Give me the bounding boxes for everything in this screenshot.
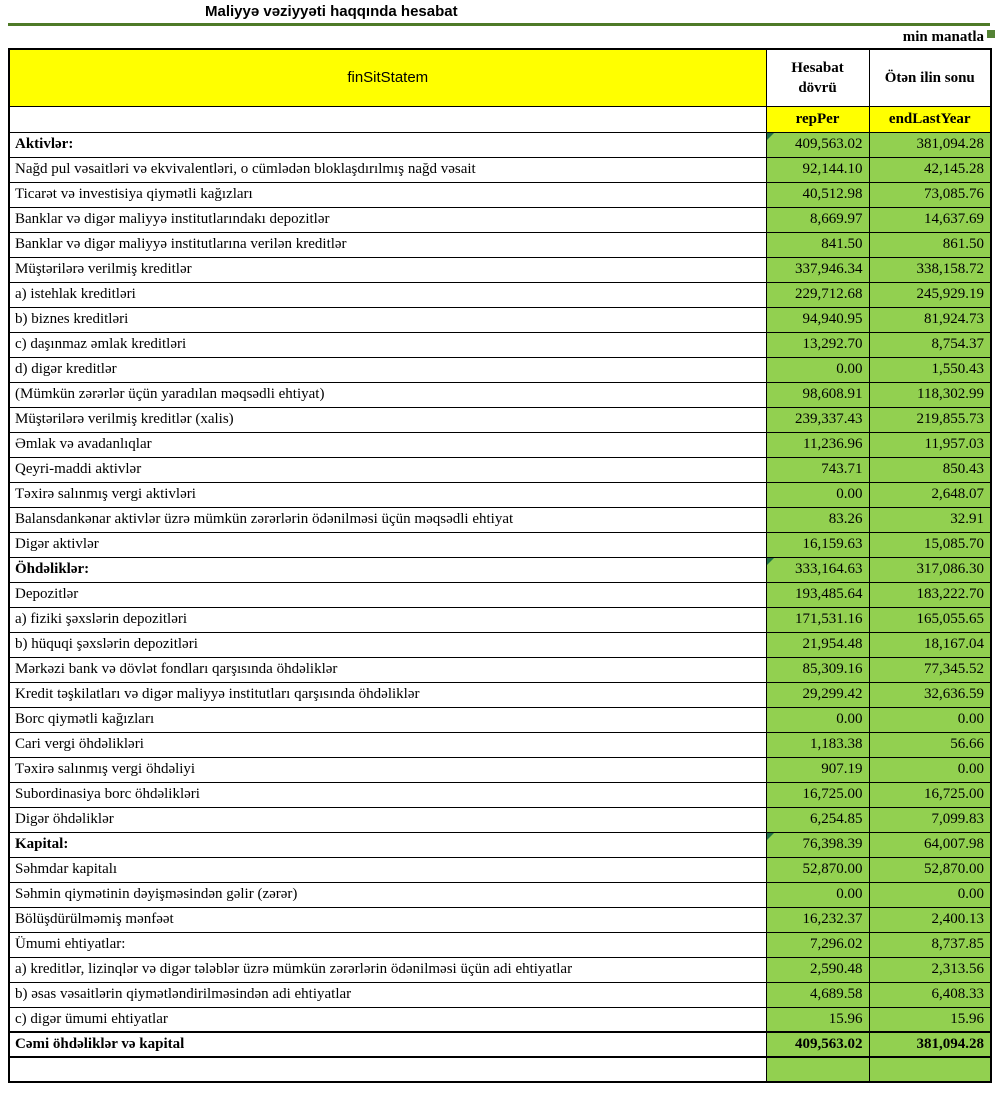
green-marker-square — [987, 30, 995, 38]
row-label-cell[interactable]: Banklar və digər maliyyə institutlarındakı depozitlər — [9, 207, 766, 232]
report-period-value-cell[interactable]: 15.96 — [766, 1007, 869, 1032]
table-row — [9, 182, 991, 207]
header-row-codes — [9, 106, 991, 132]
report-period-value-cell[interactable]: 0.00 — [766, 357, 869, 382]
end-last-year-header-cell[interactable]: Ötən ilin sonu — [869, 49, 991, 106]
table-row — [9, 782, 991, 807]
row-label-cell[interactable]: Mərkəzi bank və dövlət fondları qarşısında öhdəliklər — [9, 657, 766, 682]
title-bar — [8, 0, 990, 26]
report-title: Maliyyə vəziyyəti haqqında hesabat — [205, 3, 458, 20]
end-last-year-value-cell[interactable]: 81,924.73 — [869, 307, 991, 332]
table-row — [9, 907, 991, 932]
table-row — [9, 832, 991, 857]
table-row — [9, 232, 991, 257]
end-last-year-value-cell[interactable]: 18,167.04 — [869, 632, 991, 657]
report-period-value-cell[interactable]: 92,144.10 — [766, 157, 869, 182]
end-last-year-value-cell[interactable]: 338,158.72 — [869, 257, 991, 282]
row-label-cell[interactable]: Öhdəliklər: — [9, 557, 766, 582]
table-row — [9, 757, 991, 782]
end-last-year-value-cell[interactable]: 14,637.69 — [869, 207, 991, 232]
row-label-cell[interactable]: Əmlak və avadanlıqlar — [9, 432, 766, 457]
end-last-year-value-cell[interactable]: 77,345.52 — [869, 657, 991, 682]
report-period-value-cell[interactable]: 83.26 — [766, 507, 869, 532]
end-last-year-value-cell[interactable]: 0.00 — [869, 707, 991, 732]
row-label-cell[interactable]: a) istehlak kreditləri — [9, 282, 766, 307]
table-row — [9, 482, 991, 507]
report-period-value-cell[interactable]: 907.19 — [766, 757, 869, 782]
table-row — [9, 657, 991, 682]
table-row — [9, 457, 991, 482]
row-label-cell[interactable]: Balansdankənar aktivlər üzrə mümkün zərərlərin ödənilməsi üçün məqsədli ehtiyat — [9, 507, 766, 532]
end-last-year-value-cell[interactable]: 56.66 — [869, 732, 991, 757]
row-label-cell[interactable]: b) biznes kreditləri — [9, 307, 766, 332]
report-period-value-cell[interactable]: 76,398.39 — [766, 832, 869, 857]
end-last-year-value-cell[interactable]: 11,957.03 — [869, 432, 991, 457]
report-period-header-cell[interactable]: Hesabat dövrü — [766, 49, 869, 106]
report-period-value-cell[interactable]: 239,337.43 — [766, 407, 869, 432]
table-row — [9, 807, 991, 832]
report-period-value-cell[interactable]: 52,870.00 — [766, 857, 869, 882]
report-period-value-cell[interactable]: 409,563.02 — [766, 1032, 869, 1057]
row-label-cell[interactable]: Digər öhdəliklər — [9, 807, 766, 832]
row-label-cell[interactable]: c) digər ümumi ehtiyatlar — [9, 1007, 766, 1032]
row-label-cell[interactable]: Ticarət və investisiya qiymətli kağızları — [9, 182, 766, 207]
report-period-value-cell[interactable]: 85,309.16 — [766, 657, 869, 682]
row-label-cell[interactable]: Cəmi öhdəliklər və kapital — [9, 1032, 766, 1057]
end-last-year-value-cell[interactable]: 0.00 — [869, 882, 991, 907]
unit-note: min manatla — [902, 29, 984, 45]
table-row — [9, 632, 991, 657]
table-row — [9, 257, 991, 282]
row-label-cell[interactable]: Cari vergi öhdəlikləri — [9, 732, 766, 757]
end-last-year-value-cell[interactable]: 6,408.33 — [869, 982, 991, 1007]
table-row — [9, 532, 991, 557]
end-last-year-value-cell[interactable]: 7,099.83 — [869, 807, 991, 832]
table-row — [9, 707, 991, 732]
end-last-year-value-cell[interactable]: 16,725.00 — [869, 782, 991, 807]
end-last-year-value-cell[interactable]: 8,754.37 — [869, 332, 991, 357]
report-period-value-cell[interactable]: 2,590.48 — [766, 957, 869, 982]
report-period-value-cell[interactable]: 16,159.63 — [766, 532, 869, 557]
end-last-year-value-cell[interactable]: 850.43 — [869, 457, 991, 482]
report-period-value-cell[interactable]: 13,292.70 — [766, 332, 869, 357]
row-label-cell[interactable]: Səhmdar kapitalı — [9, 857, 766, 882]
end-last-year-value-cell[interactable]: 1,550.43 — [869, 357, 991, 382]
end-last-year-value-cell[interactable]: 15.96 — [869, 1007, 991, 1032]
report-period-value-cell[interactable]: 337,946.34 — [766, 257, 869, 282]
end-last-year-value-cell[interactable]: 2,400.13 — [869, 907, 991, 932]
row-label-cell[interactable]: Kapital: — [9, 832, 766, 857]
report-period-value-cell[interactable]: 6,254.85 — [766, 807, 869, 832]
row-label-cell[interactable]: Ümumi ehtiyatlar: — [9, 932, 766, 957]
end-last-year-value-cell[interactable]: 861.50 — [869, 232, 991, 257]
end-last-year-value-cell[interactable]: 32.91 — [869, 507, 991, 532]
report-period-value-cell[interactable]: 0.00 — [766, 882, 869, 907]
report-period-value-cell[interactable]: 333,164.63 — [766, 557, 869, 582]
row-label-cell[interactable]: (Mümkün zərərlər üçün yaradılan məqsədli ehtiyat) — [9, 382, 766, 407]
row-label-cell[interactable] — [9, 1057, 766, 1082]
report-period-value-cell[interactable]: 841.50 — [766, 232, 869, 257]
table-row — [9, 957, 991, 982]
table-row — [9, 932, 991, 957]
table-row — [9, 207, 991, 232]
report-period-value-cell[interactable]: 29,299.42 — [766, 682, 869, 707]
table-row — [9, 1007, 991, 1032]
end-last-year-value-cell[interactable]: 2,313.56 — [869, 957, 991, 982]
row-label-cell[interactable]: a) kreditlər, lizinqlər və digər tələblər üzrə mümkün zərərlərin ödənilməsi üçün adi ehtiyatlar — [9, 957, 766, 982]
end-last-year-value-cell[interactable]: 381,094.28 — [869, 1032, 991, 1057]
unit-note-row — [0, 26, 1000, 48]
table-name-header-cell[interactable]: finSitStatem — [9, 49, 766, 106]
table-row — [9, 132, 991, 157]
table-row — [9, 732, 991, 757]
table-row — [9, 982, 991, 1007]
report-period-value-cell[interactable]: 1,183.38 — [766, 732, 869, 757]
end-last-year-value-cell[interactable]: 183,222.70 — [869, 582, 991, 607]
row-label-cell[interactable]: Banklar və digər maliyyə institutlarına verilən kreditlər — [9, 232, 766, 257]
financial-position-table — [8, 48, 992, 1083]
report-period-value-cell[interactable]: 40,512.98 — [766, 182, 869, 207]
end-last-year-value-cell[interactable]: 64,007.98 — [869, 832, 991, 857]
report-period-code-cell[interactable]: repPer — [766, 106, 869, 132]
row-label-cell[interactable]: Təxirə salınmış vergi aktivləri — [9, 482, 766, 507]
report-period-value-cell[interactable]: 8,669.97 — [766, 207, 869, 232]
table-row — [9, 1032, 991, 1057]
report-period-value-cell[interactable]: 193,485.64 — [766, 582, 869, 607]
report-period-value-cell[interactable]: 16,725.00 — [766, 782, 869, 807]
report-period-value-cell[interactable]: 229,712.68 — [766, 282, 869, 307]
table-row — [9, 357, 991, 382]
row-label-cell[interactable]: Bölüşdürülməmiş mənfəət — [9, 907, 766, 932]
row-label-cell[interactable]: Müştərilərə verilmiş kreditlər — [9, 257, 766, 282]
row-label-cell[interactable]: Digər aktivlər — [9, 532, 766, 557]
blank-header-cell[interactable] — [9, 106, 766, 132]
report-period-value-cell[interactable]: 171,531.16 — [766, 607, 869, 632]
report-period-value-cell[interactable]: 94,940.95 — [766, 307, 869, 332]
end-last-year-value-cell[interactable]: 8,737.85 — [869, 932, 991, 957]
table-row — [9, 432, 991, 457]
end-last-year-value-cell[interactable]: 381,094.28 — [869, 132, 991, 157]
report-period-value-cell[interactable]: 21,954.48 — [766, 632, 869, 657]
row-label-cell[interactable]: b) hüquqi şəxslərin depozitləri — [9, 632, 766, 657]
row-label-cell[interactable]: Depozitlər — [9, 582, 766, 607]
table-row — [9, 307, 991, 332]
report-period-value-cell[interactable]: 16,232.37 — [766, 907, 869, 932]
report-period-value-cell[interactable]: 98,608.91 — [766, 382, 869, 407]
table-row — [9, 857, 991, 882]
end-last-year-code-cell[interactable]: endLastYear — [869, 106, 991, 132]
end-last-year-value-cell[interactable]: 0.00 — [869, 757, 991, 782]
end-last-year-value-cell[interactable]: 2,648.07 — [869, 482, 991, 507]
report-period-value-cell[interactable]: 0.00 — [766, 707, 869, 732]
end-last-year-value-cell[interactable]: 42,145.28 — [869, 157, 991, 182]
end-last-year-value-cell[interactable]: 219,855.73 — [869, 407, 991, 432]
report-period-value-cell[interactable]: 7,296.02 — [766, 932, 869, 957]
table-row — [9, 407, 991, 432]
row-label-cell[interactable]: Subordinasiya borc öhdəlikləri — [9, 782, 766, 807]
end-last-year-value-cell[interactable]: 73,085.76 — [869, 182, 991, 207]
report-period-value-cell[interactable]: 743.71 — [766, 457, 869, 482]
row-label-cell[interactable]: Səhmin qiymətinin dəyişməsindən gəlir (zərər) — [9, 882, 766, 907]
table-row — [9, 332, 991, 357]
report-period-value-cell[interactable]: 0.00 — [766, 482, 869, 507]
table-row — [9, 282, 991, 307]
table-row — [9, 507, 991, 532]
table-row — [9, 682, 991, 707]
table-row — [9, 607, 991, 632]
table-row — [9, 882, 991, 907]
header-row-titles — [9, 49, 991, 106]
table-body — [9, 132, 991, 1082]
table-row — [9, 582, 991, 607]
end-last-year-value-cell[interactable]: 317,086.30 — [869, 557, 991, 582]
end-last-year-value-cell[interactable]: 52,870.00 — [869, 857, 991, 882]
row-label-cell[interactable]: c) daşınmaz əmlak kreditləri — [9, 332, 766, 357]
row-label-cell[interactable]: a) fiziki şəxslərin depozitləri — [9, 607, 766, 632]
row-label-cell[interactable]: Nağd pul vəsaitləri və ekvivalentləri, o cümlədən bloklaşdırılmış nağd vəsait — [9, 157, 766, 182]
end-last-year-value-cell[interactable]: 118,302.99 — [869, 382, 991, 407]
report-period-value-cell[interactable]: 4,689.58 — [766, 982, 869, 1007]
end-last-year-value-cell[interactable]: 32,636.59 — [869, 682, 991, 707]
table-row — [9, 382, 991, 407]
end-last-year-value-cell[interactable]: 165,055.65 — [869, 607, 991, 632]
report-period-value-cell[interactable]: 409,563.02 — [766, 132, 869, 157]
row-label-cell[interactable]: Təxirə salınmış vergi öhdəliyi — [9, 757, 766, 782]
end-last-year-value-cell[interactable] — [869, 1057, 991, 1082]
row-label-cell[interactable]: Qeyri-maddi aktivlər — [9, 457, 766, 482]
table-row — [9, 557, 991, 582]
row-label-cell[interactable]: Müştərilərə verilmiş kreditlər (xalis) — [9, 407, 766, 432]
row-label-cell[interactable]: d) digər kreditlər — [9, 357, 766, 382]
report-period-value-cell[interactable] — [766, 1057, 869, 1082]
row-label-cell[interactable]: Kredit təşkilatları və digər maliyyə institutları qarşısında öhdəliklər — [9, 682, 766, 707]
row-label-cell[interactable]: Aktivlər: — [9, 132, 766, 157]
row-label-cell[interactable]: Borc qiymətli kağızları — [9, 707, 766, 732]
report-period-value-cell[interactable]: 11,236.96 — [766, 432, 869, 457]
table-row — [9, 1057, 991, 1082]
row-label-cell[interactable]: b) əsas vəsaitlərin qiymətləndirilməsindən adi ehtiyatlar — [9, 982, 766, 1007]
end-last-year-value-cell[interactable]: 245,929.19 — [869, 282, 991, 307]
end-last-year-value-cell[interactable]: 15,085.70 — [869, 532, 991, 557]
table-row — [9, 157, 991, 182]
